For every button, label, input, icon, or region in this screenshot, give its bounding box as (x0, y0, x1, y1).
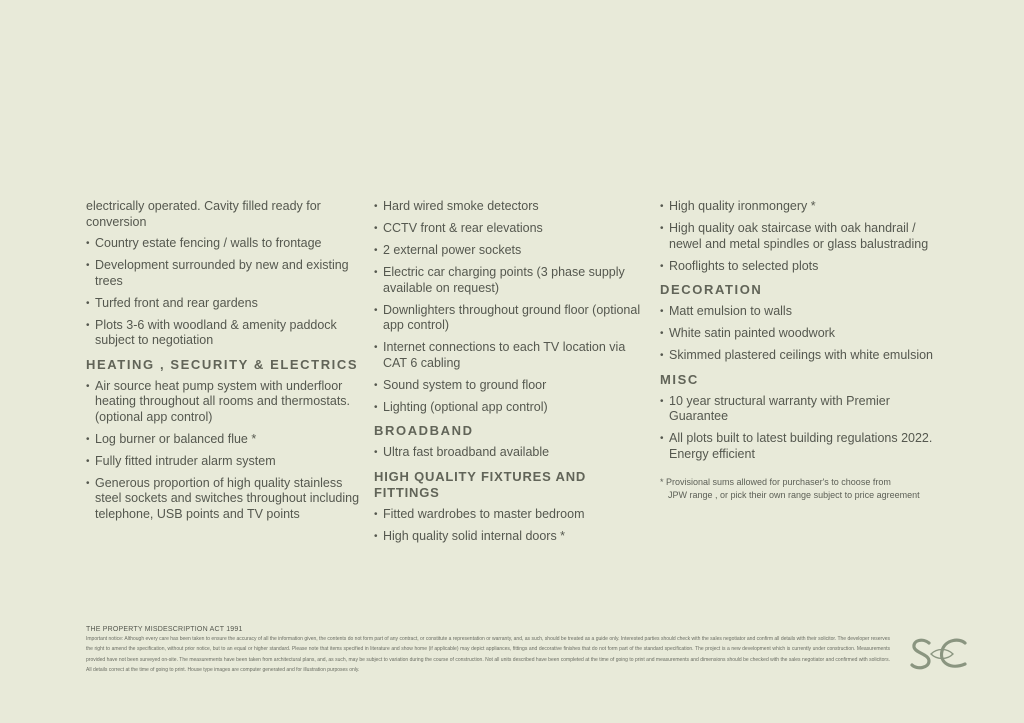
list-item: • Plots 3-6 with woodland & amenity paddock subject to negotiation (86, 318, 361, 349)
fixtures-list (374, 507, 649, 545)
heading-misc: MISC (660, 371, 699, 387)
features-list (86, 236, 361, 349)
list-item: • All plots built to latest building regulations 2022. Energy efficient (660, 431, 945, 462)
electrics-list (374, 199, 649, 415)
list-item: • High quality oak staircase with oak handrail / newel and metal spindles or glass balustrading (660, 221, 945, 252)
legal-footer (86, 625, 890, 676)
broadband-list (374, 445, 649, 461)
heading-fixtures-fittings: HIGH QUALITY FIXTURES AND FITTINGS (374, 468, 587, 500)
note-line-2: JPW range , or pick their own range subject to price agreement (668, 490, 920, 500)
list-item: • Hard wired smoke detectors (374, 199, 649, 215)
list-item: • White satin painted woodwork (660, 326, 945, 342)
list-item: • CCTV front & rear elevations (374, 221, 649, 237)
footer-title: THE PROPERTY MISDESCRIPTION ACT 1991 (86, 626, 243, 633)
footer-disclaimer: Important notice: Although every care has been taken to ensure the accuracy of all the information given, the contents do not form part of any contract, or constitute a representation or warranty, and, as such, should be treated as a guide only. Interested parties should check with the sales negotiator and confirm all details with their solicitor. The developer reserves the right to amend the specification, without prior notice, but to an equal or higher standard. Please note that items specified in literature and show home (if applicable) may depict appliances, fittings and decorative finishes that do not form part of the standard specification. The project is a new development which is currently under construction. Measurements provided have not been surveyed on-site. The measurements have been taken from architectural plans, and, as such, may be subject to variation during the course of construction. Not all units described have been completed at the time of going to print and measurements and dimensions should be checked with the sales negotiator and confirmed with solicitors. All details correct at the time of going to print. House type images are computer generated and for illustration purposes only. (86, 636, 890, 674)
list-item: • Log burner or balanced flue * (86, 432, 361, 448)
column-1 (86, 199, 361, 529)
list-item: • Sound system to ground floor (374, 378, 649, 394)
provisional-sums-note (660, 476, 945, 502)
list-item: • Internet connections to each TV location via CAT 6 cabling (374, 340, 649, 371)
list-item: • Downlighters throughout ground floor (optional app control) (374, 303, 649, 334)
misc-list (660, 394, 945, 463)
list-item: • Lighting (optional app control) (374, 400, 649, 416)
intro-text: electrically operated. Cavity filled ready for conversion (86, 199, 321, 229)
list-item: • Electric car charging points (3 phase supply available on request) (374, 265, 649, 296)
list-item: • Skimmed plastered ceilings with white emulsion (660, 348, 945, 364)
list-item: • Fitted wardrobes to master bedroom (374, 507, 649, 523)
list-item: • Ultra fast broadband available (374, 445, 649, 461)
list-item: • Air source heat pump system with underfloor heating throughout all rooms and thermostats. (optional app control) (86, 379, 361, 426)
heading-heating-security-electrics: HEATING , SECURITY & ELECTRICS (86, 356, 359, 372)
note-line-1: * Provisional sums allowed for purchaser's to choose from (660, 477, 891, 487)
list-item: • Matt emulsion to walls (660, 304, 945, 320)
column-2 (374, 199, 649, 551)
list-item: • Generous proportion of high quality stainless steel sockets and switches throughout including telephone, USB points and TV points (86, 476, 361, 523)
heating-list (86, 379, 361, 523)
list-item: • High quality ironmongery * (660, 199, 945, 215)
list-item: • Country estate fencing / walls to frontage (86, 236, 361, 252)
list-item: • Turfed front and rear gardens (86, 296, 361, 312)
heading-broadband: BROADBAND (374, 423, 474, 438)
list-item: • 10 year structural warranty with Premier Guarantee (660, 394, 945, 425)
list-item: • High quality solid internal doors * (374, 529, 649, 545)
decoration-list (660, 304, 945, 364)
sc-logo (907, 634, 975, 674)
list-item: • 2 external power sockets (374, 243, 649, 259)
list-item: • Development surrounded by new and existing trees (86, 258, 361, 289)
list-item: • Fully fitted intruder alarm system (86, 454, 361, 470)
column-3 (660, 199, 945, 502)
fittings-list (660, 199, 945, 274)
heading-decoration: DECORATION (660, 282, 763, 297)
list-item: • Rooflights to selected plots (660, 259, 945, 275)
